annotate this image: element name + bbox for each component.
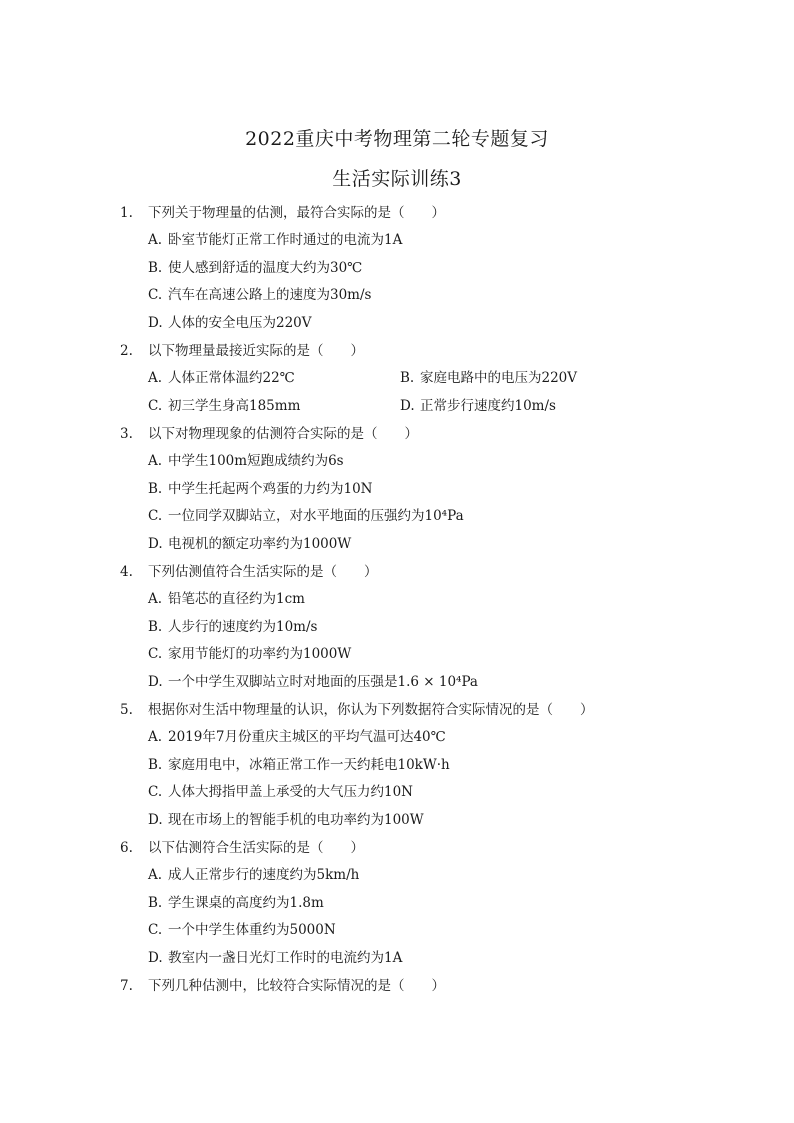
question-number: 5. <box>120 702 133 718</box>
option-2a: A. 人体正常体温约22℃ <box>148 370 295 386</box>
option-1a: A. 卧室节能灯正常工作时通过的电流为1A <box>148 232 403 248</box>
document-title: 2022重庆中考物理第二轮专题复习 <box>245 128 549 150</box>
option-4c: C. 家用节能灯的功率约为1000W <box>148 646 352 662</box>
question-2 <box>120 342 364 360</box>
option-2c: C. 初三学生身高185mm <box>148 398 301 414</box>
question-5 <box>120 701 594 719</box>
option-3b: B. 中学生托起两个鸡蛋的力约为10N <box>148 481 373 497</box>
question-text: 下列关于物理量的估测，最符合实际的是（ ） <box>148 205 445 221</box>
option-3a: A. 中学生100m短跑成绩约为6s <box>148 453 344 469</box>
question-number: 4. <box>120 564 133 580</box>
question-number: 7. <box>120 978 133 994</box>
question-text: 下列估测值符合生活实际的是（ ） <box>148 564 378 580</box>
question-number: 3. <box>120 426 133 442</box>
option-2b: B. 家庭电路中的电压为220V <box>400 370 578 386</box>
question-number: 2. <box>120 343 133 359</box>
question-number: 6. <box>120 840 133 856</box>
question-text: 以下对物理现象的估测符合实际的是（ ） <box>148 426 418 442</box>
question-text: 以下物理量最接近实际的是（ ） <box>148 343 364 359</box>
option-6b: B. 学生课桌的高度约为1.8m <box>148 895 324 911</box>
question-6 <box>120 839 364 857</box>
option-1c: C. 汽车在高速公路上的速度为30m/s <box>148 287 372 303</box>
option-5c: C. 人体大拇指甲盖上承受的大气压力约10N <box>148 784 413 800</box>
option-4d: D. 一个中学生双脚站立时对地面的压强是1.6 × 10⁴Pa <box>148 674 478 690</box>
option-4a: A. 铅笔芯的直径约为1cm <box>148 591 305 607</box>
option-4b: B. 人步行的速度约为10m/s <box>148 619 318 635</box>
option-1d: D. 人体的安全电压为220V <box>148 315 312 331</box>
question-text: 以下估测符合生活实际的是（ ） <box>148 840 364 856</box>
question-4 <box>120 563 378 581</box>
option-6d: D. 教室内一盏日光灯工作时的电流约为1A <box>148 950 403 966</box>
option-6a: A. 成人正常步行的速度约为5km/h <box>148 867 360 883</box>
question-text: 根据你对生活中物理量的认识，你认为下列数据符合实际情况的是（ ） <box>148 702 594 718</box>
question-text: 下列几种估测中，比较符合实际情况的是（ ） <box>148 978 445 994</box>
option-5d: D. 现在市场上的智能手机的电功率约为100W <box>148 812 424 828</box>
option-3d: D. 电视机的额定功率约为1000W <box>148 536 352 552</box>
option-3c: C. 一位同学双脚站立，对水平地面的压强约为10⁴Pa <box>148 508 464 524</box>
option-6c: C. 一个中学生体重约为5000N <box>148 922 336 938</box>
option-5a: A. 2019年7月份重庆主城区的平均气温可达40℃ <box>148 729 446 745</box>
question-1 <box>120 204 445 222</box>
question-number: 1. <box>120 205 133 221</box>
document-subtitle: 生活实际训练3 <box>332 168 462 190</box>
option-1b: B. 使人感到舒适的温度大约为30℃ <box>148 260 363 276</box>
question-7 <box>120 977 445 995</box>
question-3 <box>120 425 418 443</box>
option-5b: B. 家庭用电中，冰箱正常工作一天约耗电10kW·h <box>148 757 450 773</box>
option-2d: D. 正常步行速度约10m/s <box>400 398 556 414</box>
